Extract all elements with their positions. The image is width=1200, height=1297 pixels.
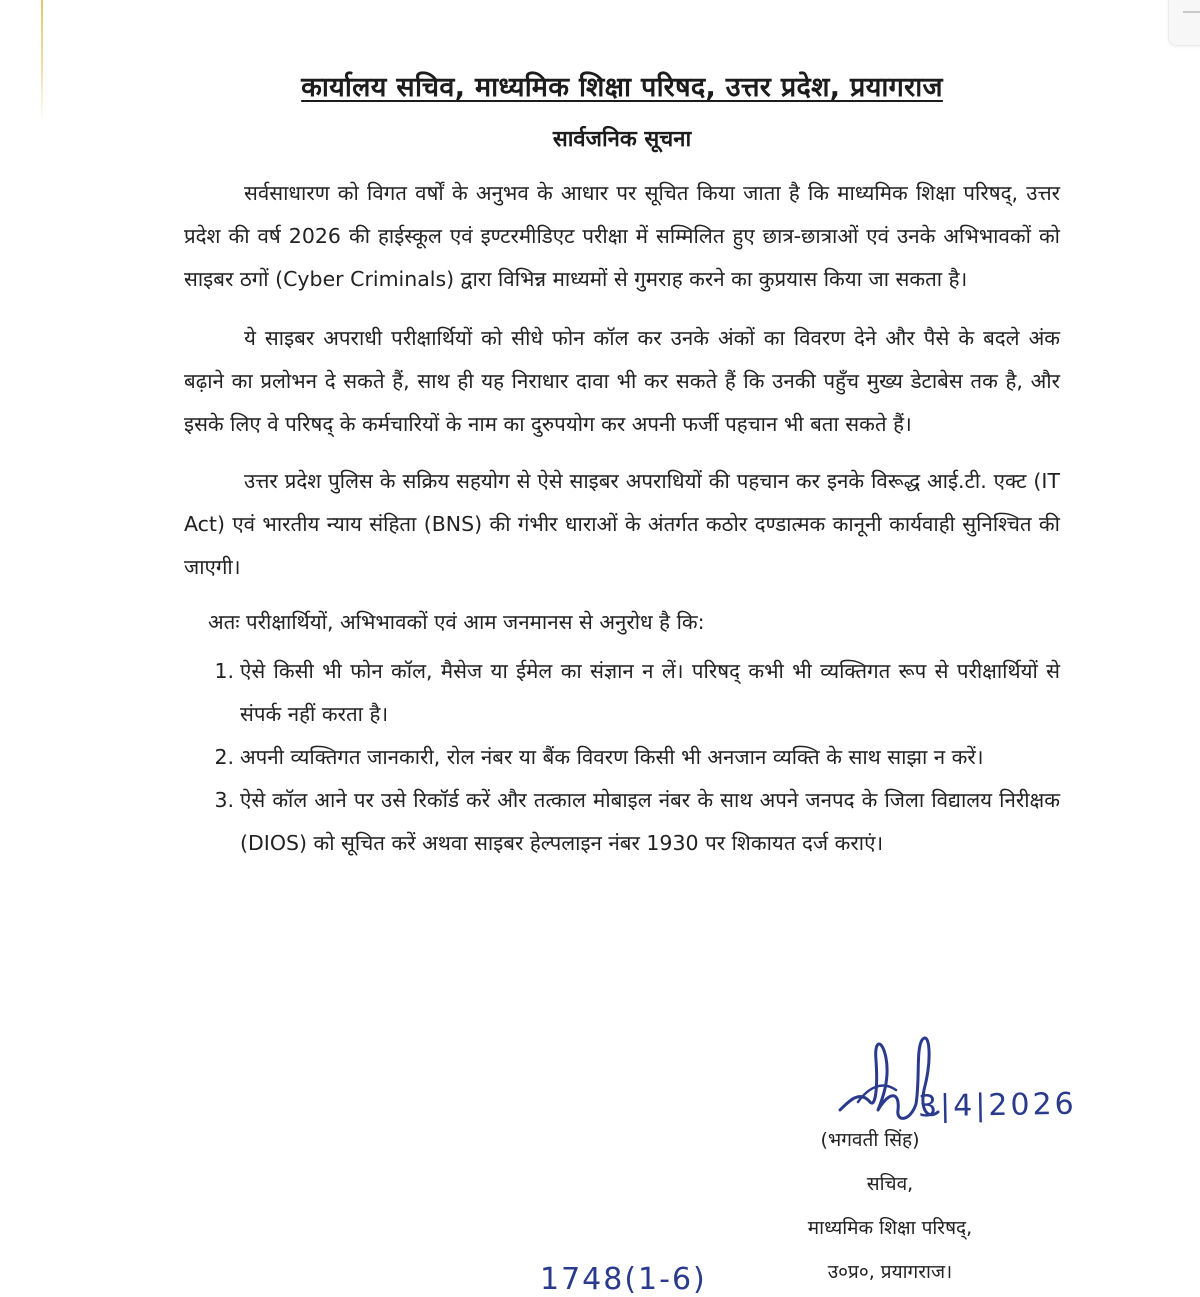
notice-heading: सार्वजनिक सूचना	[552, 127, 692, 152]
paragraph-fraud-methods: ये साइबर अपराधी परीक्षार्थियों को सीधे फोन कॉल कर उनके अंकों का विवरण देने और पैसे के बदले अंक बढ़ाने का प्रलोभन दे सकते हैं, साथ ही यह निराधार दावा भी कर सकते हैं कि उनकी पहुँच मुख्य डेटाबेस तक है, और इसके लिए वे परिषद् के कर्मचारियों के नाम का दुरुपयोग कर अपनी फर्जी पहचान भी बता सकते हैं।	[184, 326, 1060, 436]
request-list	[184, 650, 1060, 865]
paper-edge	[41, 0, 43, 120]
office-title: कार्यालय सचिव, माध्यमिक शिक्षा परिषद, उत्तर प्रदेश, प्रयागराज	[301, 72, 943, 103]
paragraph-cyber-warning: सर्वसाधारण को विगत वर्षों के अनुभव के आधार पर सूचित किया जाता है कि माध्यमिक शिक्षा परिषद्, उत्तर प्रदेश की वर्ष 2026 की हाईस्कूल एवं इण्टरमीडिएट परीक्षा में सम्मिलित हुए छात्र-छात्राओं एवं उनके अभिभावकों को साइबर ठगों (Cyber Criminals) द्वारा विभिन्न माध्यमों से गुमराह करने का कुप्रयास किया जा सकता है।	[184, 181, 1060, 291]
minimize-button[interactable]	[1168, 0, 1200, 46]
signatory-name: (भगवती सिंह)	[820, 1129, 920, 1151]
handwritten-date: 3|4|2026	[917, 1086, 1078, 1125]
request-item	[184, 779, 1060, 865]
paragraph-legal-action: उत्तर प्रदेश पुलिस के सक्रिय सहयोग से ऐसे साइबर अपराधियों की पहचान कर इनके विरूद्ध आई.टी. एक्ट (IT Act) एवं भारतीय न्याय संहिता (BNS) की गंभीर धाराओं के अंतर्गत कठोर दण्डात्मक कानूनी कार्यवाही सुनिश्चित की जाएगी।	[184, 469, 1060, 579]
request-intro: अतः परीक्षार्थियों, अभिभावकों एवं आम जनमानस से अनुरोध है कि:	[208, 610, 705, 634]
request-number: 3.	[214, 788, 234, 812]
request-number: 1.	[214, 659, 234, 683]
request-text: अपनी व्यक्तिगत जानकारी, रोल नंबर या बैंक विवरण किसी भी अनजान व्यक्ति के साथ साझा न करें।	[240, 745, 984, 769]
request-text: ऐसे कॉल आने पर उसे रिकॉर्ड करें और तत्काल मोबाइल नंबर के साथ अपने जनपद के जिला विद्यालय निरीक्षक (DIOS) को सूचित करें अथवा साइबर हेल्पलाइन नंबर 1930 पर शिकायत दर्ज कराएं।	[240, 788, 1060, 855]
signatory-block	[760, 1118, 1020, 1294]
handwritten-reference-number: 1748(1-6)	[540, 1262, 707, 1297]
signatory-organization: माध्यमिक शिक्षा परिषद्,	[807, 1217, 973, 1239]
request-item	[184, 650, 1060, 736]
signatory-designation: सचिव,	[866, 1173, 914, 1195]
notice-document	[184, 60, 1060, 865]
request-number: 2.	[214, 745, 234, 769]
request-item	[184, 736, 1060, 779]
minimize-icon	[1183, 11, 1200, 13]
request-text: ऐसे किसी भी फोन कॉल, मैसेज या ईमेल का संज्ञान न लें। परिषद् कभी भी व्यक्तिगत रूप से परीक्षार्थियों से संपर्क नहीं करता है।	[240, 659, 1060, 726]
signatory-location: उ०प्र०, प्रयागराज।	[827, 1261, 953, 1283]
